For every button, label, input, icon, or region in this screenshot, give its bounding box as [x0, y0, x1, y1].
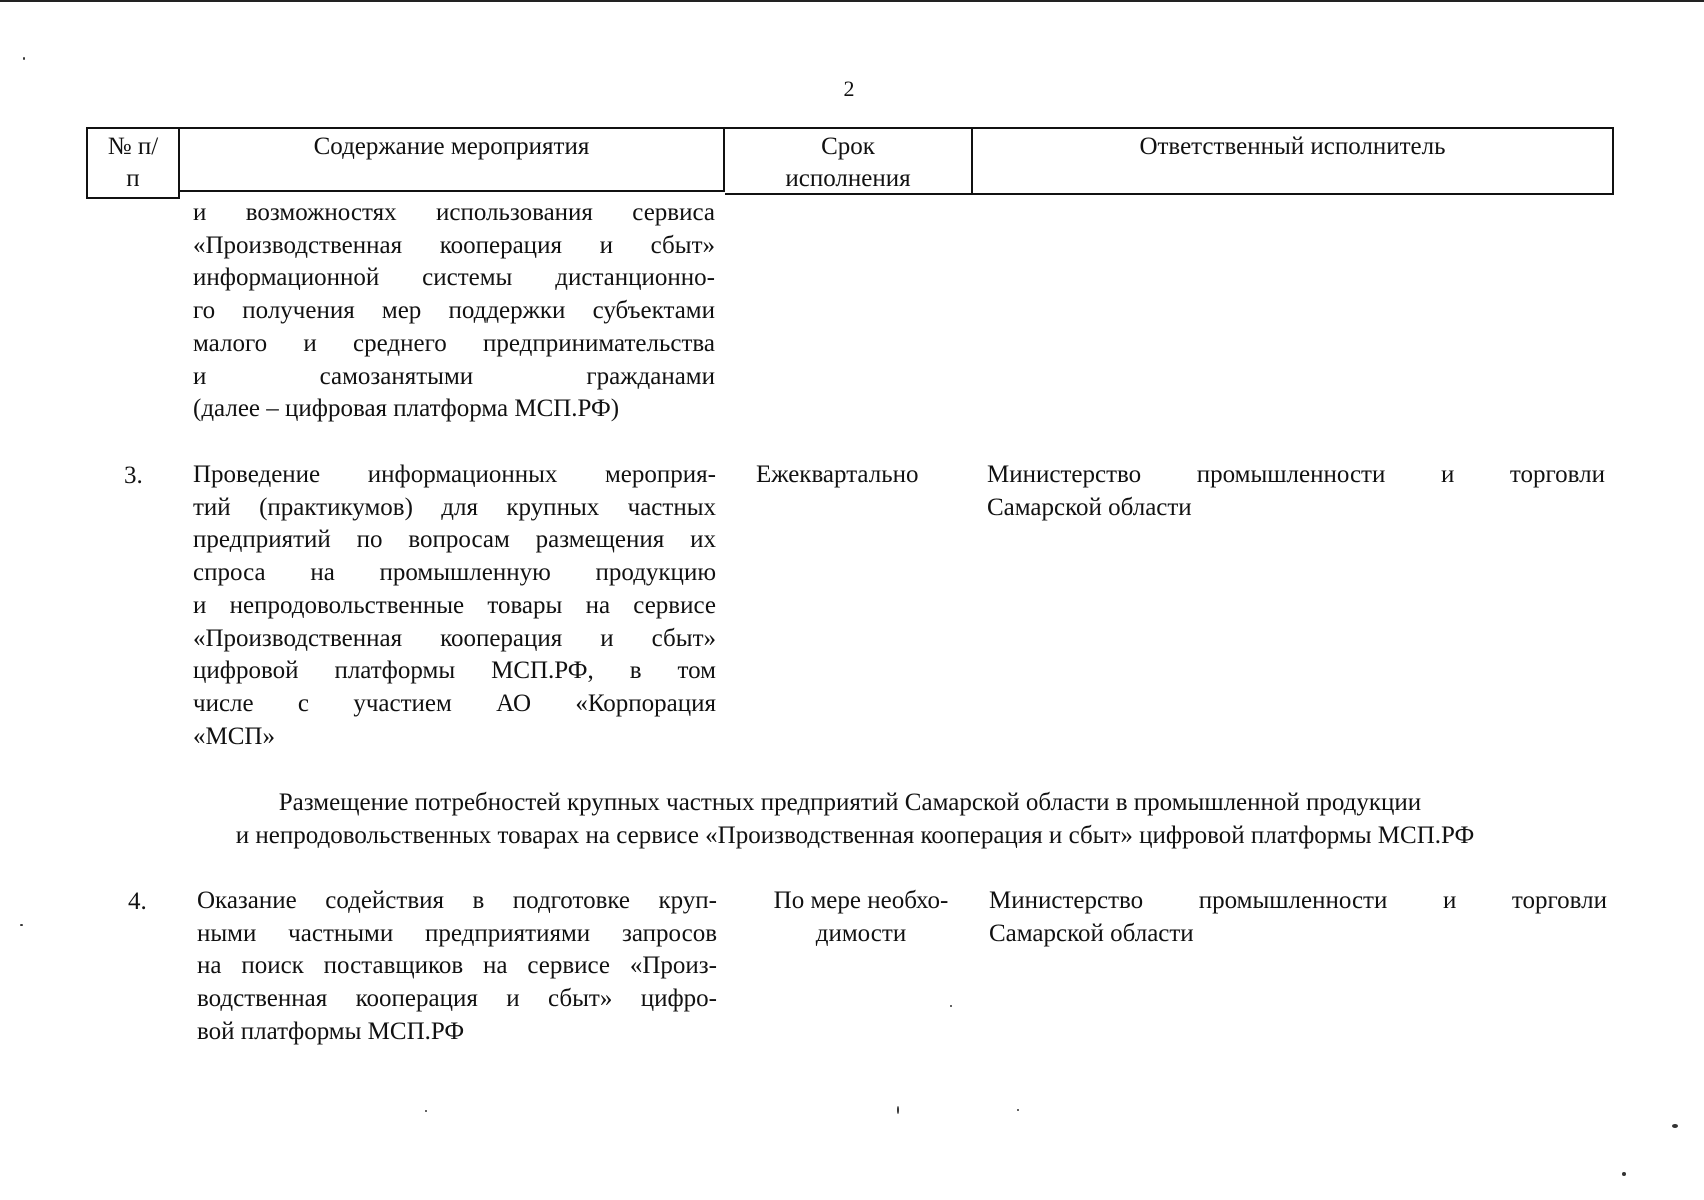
scan-speck [425, 1110, 427, 1112]
scan-speck [1622, 1172, 1626, 1176]
page-number: 2 [843, 76, 855, 101]
text-line: и непродовольственные товары на сервисе [193, 591, 716, 619]
text-line: тий (практикумов) для крупных частных [193, 493, 716, 521]
text-line: «Производственная кооперация и сбыт» [193, 231, 715, 259]
header-responsible [973, 127, 1614, 195]
text-line: цифровой платформы МСП.РФ, в том [193, 657, 716, 685]
text-line: го получения мер поддержки субъектами [193, 297, 715, 325]
term-line: Ежеквартально [756, 461, 919, 488]
header-num [86, 127, 180, 199]
text-line: информационной системы дистанционно- [193, 264, 715, 292]
scan-speck [1672, 1124, 1678, 1128]
header-num-label: № п/п [107, 133, 159, 192]
text-line: на поиск поставщиков на сервисе «Произ- [197, 952, 717, 980]
text-line: и самозанятыми гражданами [193, 362, 715, 390]
text-line: спроса на промышленную продукцию [193, 559, 716, 587]
row-4-term [756, 885, 966, 950]
text-line: «МСП» [193, 722, 275, 750]
row-3-term [756, 459, 919, 492]
text-line: (далее – цифровая платформа МСП.РФ) [193, 395, 620, 423]
text-line: водственная кооперация и сбыт» цифро- [197, 985, 717, 1013]
scan-speck [1017, 1109, 1019, 1111]
row-4-number: 4. [128, 888, 147, 915]
responsible-line: Министерство промышленности и торговли [989, 887, 1607, 914]
text-line: ными частными предприятиями запросов [197, 919, 717, 947]
header-term [725, 127, 973, 195]
header-content-label: Содержание мероприятия [313, 133, 590, 160]
scan-speck [23, 57, 25, 60]
scan-speck [20, 924, 23, 926]
responsible-line: Самарской области [987, 493, 1192, 521]
section-heading-line-1: Размещение потребностей крупных частных предприятий Самарской области в промышленной продукции [278, 789, 1422, 816]
section-heading [130, 787, 1580, 852]
continuation-text [193, 197, 715, 426]
text-line: числе с участием АО «Корпорация [193, 689, 716, 717]
table-header [86, 127, 1614, 192]
responsible-line: Самарской области [989, 919, 1194, 947]
section-heading-line-2: и непродовольственных товарах на сервисе «Производственная кооперация и сбыт» цифровой платформы МСП.РФ [235, 821, 1475, 849]
row-3-content [193, 459, 716, 753]
responsible-line: Министерство промышленности и торговли [987, 461, 1605, 488]
text-line: малого и среднего предпринимательства [193, 329, 715, 357]
text-line: и возможностях использования сервиса [193, 199, 715, 226]
text-line: предприятий по вопросам размещения их [193, 526, 716, 554]
header-content [180, 127, 725, 192]
text-line: Проведение информационных мероприя- [193, 461, 716, 488]
top-border-line [0, 0, 1704, 2]
scan-speck [897, 1106, 899, 1114]
header-term-label: Срок исполнения [785, 133, 911, 192]
row-3-number: 3. [124, 462, 143, 489]
row-3-responsible [987, 459, 1605, 524]
text-line: Оказание содействия в подготовке круп- [197, 887, 717, 914]
text-line: «Производственная кооперация и сбыт» [193, 624, 716, 652]
header-responsible-label: Ответственный исполнитель [1139, 133, 1446, 160]
text-line: вой платформы МСП.РФ [197, 1017, 465, 1045]
row-4-content [197, 885, 717, 1049]
term-line: димости [815, 919, 907, 947]
term-line: По мере необхо- [773, 887, 949, 914]
row-4-responsible [989, 885, 1607, 950]
scan-speck [950, 1005, 952, 1007]
